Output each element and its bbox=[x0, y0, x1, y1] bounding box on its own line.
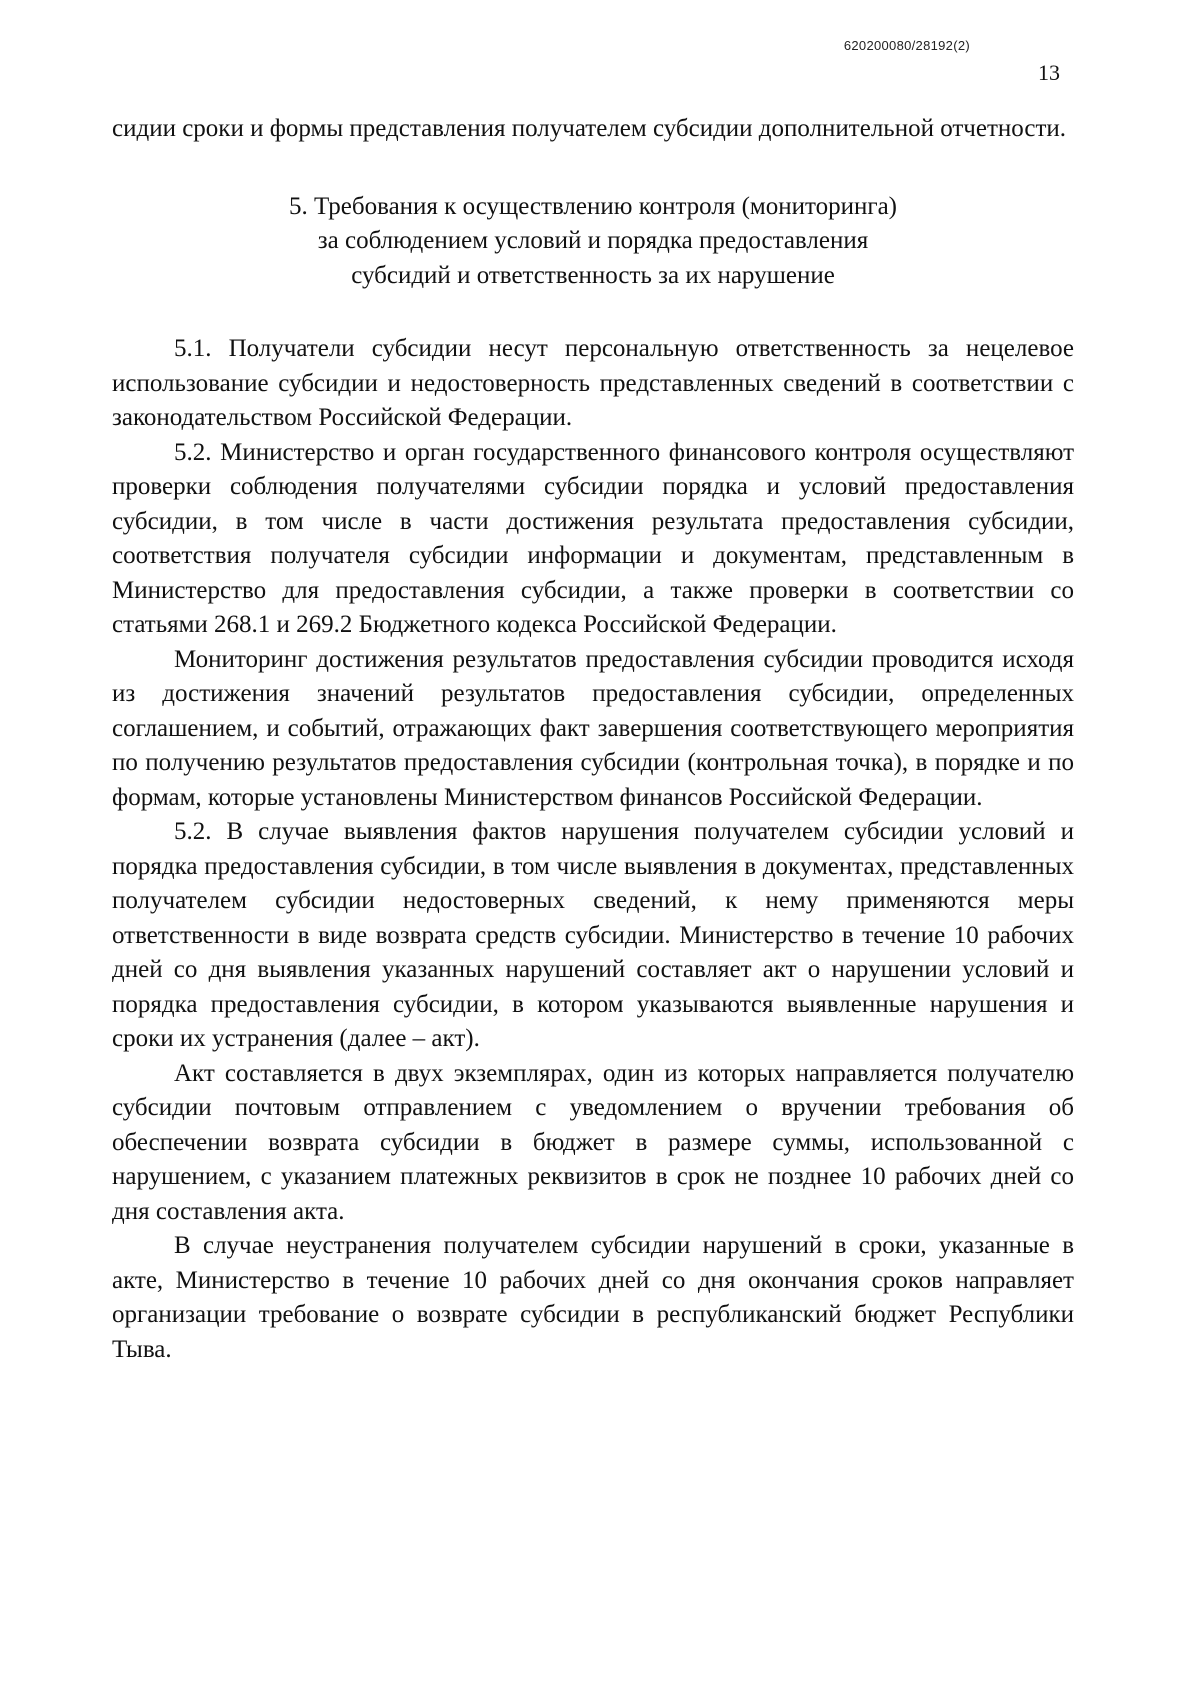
section-title-line: за соблюдением условий и порядка предоставления bbox=[317, 227, 869, 254]
paragraph-5-2-checks: 5.2. Министерство и орган государственного финансового контроля осуществляют проверки соблюдения получателями субсидии порядка и условий предоставления субсидии, в том числе в части достижения результата предоставления субсидии, соответствия получателя субсидии информации и документам, представленным в Министерство для предоставления субсидии, а также проверки в соответствии со статьями 268.1 и 269.2 Бюджетного кодекса Российской Федерации. bbox=[112, 438, 1074, 638]
section-title-line: 5. Требования к осуществлению контроля (мониторинга) bbox=[288, 192, 898, 220]
paragraph-5-2-violations: 5.2. В случае выявления фактов нарушения получателем субсидии условий и порядка предоставления субсидии, в том числе выявления в документах, представленных получателем субсидии недостоверных сведений, к нему применяются меры ответственности в виде возврата средств субсидии. Министерство в течение 10 рабочих дней со дня выявления указанных нарушений составляет акт о нарушении условий и порядка предоставления субсидии, в котором указываются выявленные нарушения и сроки их устранения (далее – акт). bbox=[112, 818, 1074, 1052]
paragraph-5-1: 5.1. Получатели субсидии несут персональную ответственность за нецелевое использование субсидии и недостоверность представленных сведений в соответствии с законодательством Российской Федерации. bbox=[112, 335, 1074, 431]
section-title-line: субсидий и ответственность за их нарушение bbox=[351, 261, 835, 289]
paragraph-monitoring: Мониторинг достижения результатов предоставления субсидии проводится исходя из достижения значений результатов предоставления субсидии, определенных соглашением, и событий, отражающих факт завершения соответствующего мероприятия по получению результатов предоставления субсидии (контрольная точка), в порядке и по формам, которые установлены Министерством финансов Российской Федерации. bbox=[112, 645, 1074, 811]
paragraph-act: Акт составляется в двух экземплярах, один из которых направляется получателю субсидии почтовым отправлением с уведомлением о вручении требования об обеспечении возврата субсидии в бюджет в размере суммы, использованной с нарушением, с указанием платежных реквизитов в срок не позднее 10 рабочих дней со дня составления акта. bbox=[112, 1059, 1074, 1225]
continuation-paragraph: сидии сроки и формы представления получателем субсидии дополнительной отчетности. bbox=[112, 115, 1067, 142]
document-body bbox=[112, 112, 1074, 1367]
page-number: 13 bbox=[1038, 60, 1060, 85]
paragraph-non-elimination: В случае неустранения получателем субсидии нарушений в сроки, указанные в акте, Министерство в течение 10 рабочих дней со дня окончания сроков направляет организации требование о возврате субсидии в республиканский бюджет Республики Тыва. bbox=[112, 1232, 1074, 1363]
section-title bbox=[112, 190, 1074, 294]
document-id: 620200080/28192(2) bbox=[843, 38, 970, 53]
